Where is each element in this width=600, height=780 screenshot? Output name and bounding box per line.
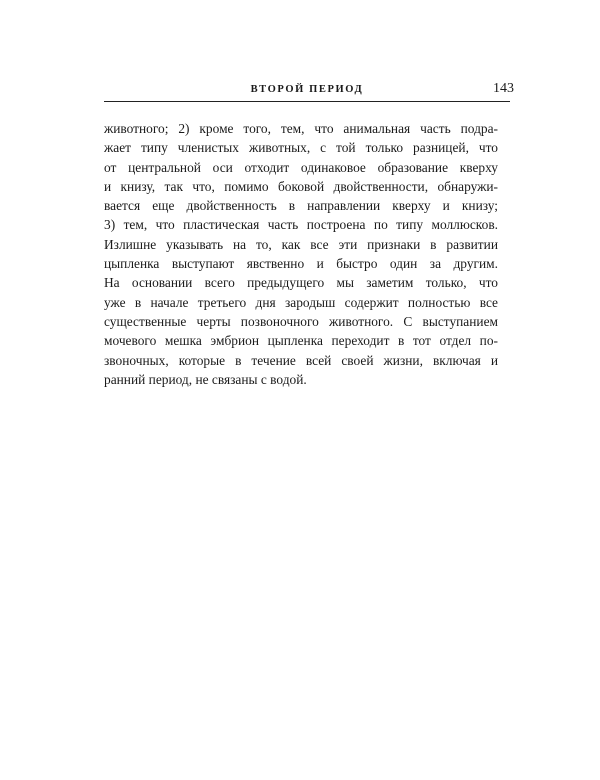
text-line: 3) тем, что пластическая часть построена по типу моллюсков. (104, 217, 498, 233)
text-line: звоночных, которые в течение всей своей жизни, включая и (104, 352, 498, 368)
text-line: и книзу, так что, помимо боковой двойственности, обнаружи- (104, 178, 498, 194)
text-line: ранний период, не связаны с водой. (104, 371, 307, 387)
running-title: ВТОРОЙ ПЕРИОД (250, 84, 364, 95)
header-rule (104, 101, 510, 102)
text-line: На основании всего предыдущего мы заметим только, что (104, 275, 498, 291)
text-line: цыпленка выступают явственно и быстро один за другим. (104, 256, 498, 272)
text-line: жает типу членистых животных, с той только разницей, что (104, 140, 498, 156)
body-paragraph (104, 119, 498, 389)
text-line: от центральной оси отходит одинаковое образование кверху (104, 159, 498, 175)
text-line: животного; 2) кроме того, тем, что анимальная часть подра- (104, 121, 498, 136)
text-line: существенные черты позвоночного животного. С выступанием (104, 313, 498, 329)
text-line: мочевого мешка эмбрион цыпленка переходит в тот отдел по- (104, 333, 498, 349)
text-line: вается еще двойственность в направлении кверху и книзу; (104, 198, 498, 214)
text-line: Излишне указывать на то, как все эти признаки в развитии (104, 236, 498, 252)
text-line: уже в начале третьего дня зародыш содержит полностью все (104, 294, 498, 310)
page-number: 143 (493, 81, 514, 96)
